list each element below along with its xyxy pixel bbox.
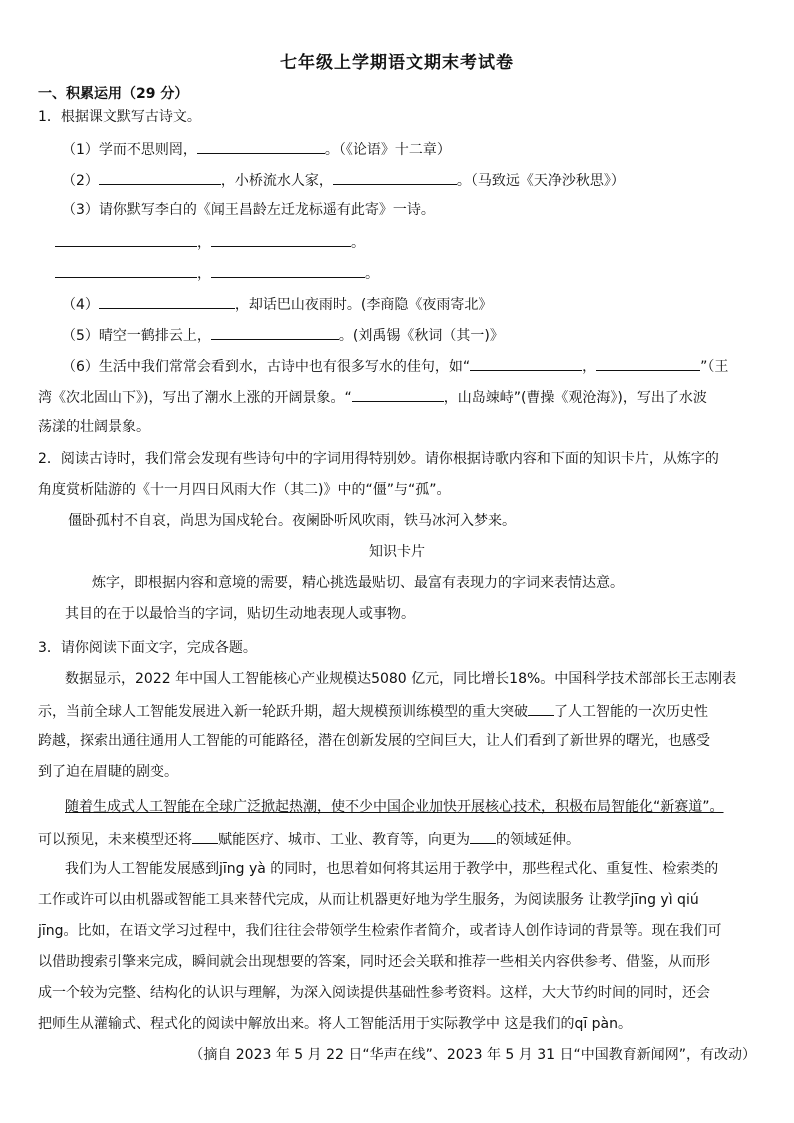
q2-poem: 僵卧孤村不自哀，尚思为国戍轮台。夜阑卧听风吹雨，铁马冰河入梦来。 <box>68 513 516 529</box>
q3-p3-line3: jīng。比如，在语文学习过程中，我们往往会带领学生检索作者简介，或者诗人创作诗词的背景等。现在我们可 <box>38 923 722 939</box>
section-heading: 一、积累运用（29 分） <box>38 86 189 102</box>
answer-blank[interactable] <box>55 231 197 247</box>
q1-item3-line1: ， 。 <box>55 231 775 253</box>
q1-item4: （4） ，却话巴山夜雨时。(李商隐《夜雨寄北》 <box>62 293 782 315</box>
q1-item3-line2: ， 。 <box>55 262 775 284</box>
q1-item6-cont: 湾《次北固山下》)，写出了潮水上涨的开阔景象。“ ，山岛竦峙”(曹操《观沧海》)，写出了水波 <box>38 386 758 408</box>
answer-blank[interactable] <box>211 231 351 247</box>
answer-blank[interactable] <box>596 355 700 371</box>
q3-p3-line5: 成一个较为完整、结构化的认识与理解，为深入阅读提供基础性参考资料。这样，大大节约时间的同时，还会 <box>38 985 710 1001</box>
answer-blank[interactable] <box>470 828 496 844</box>
q3-p3-line6: 把师生从灌输式、程式化的阅读中解放出来。将人工智能活用于实际教学中 这是我们的qī pàn。 <box>38 1016 633 1032</box>
q1-item5: （5）晴空一鹤排云上， 。(刘禹锡《秋词（其一)》 <box>62 324 782 346</box>
q3-underlined-sentence: 随着生成式人工智能在全球广泛掀起热潮，使不少中国企业加快开展核心技术，积极布局智能化“新赛道”。 <box>65 799 724 815</box>
q2-stem-line2: 角度赏析陆游的《十一月四日风雨大作（其二)》中的“僵”与“孤”。 <box>38 482 451 498</box>
knowledge-card-title: 知识卡片 <box>369 544 425 560</box>
q3-p1-line2: 示，当前全球人工智能发展进入新一轮跃升期，超大规模预训练模型的重大突破 了人工智能的一次历史性 <box>38 700 758 722</box>
answer-blank[interactable] <box>99 169 221 185</box>
q1-item1: （1）学而不思则罔， 。（《论语》十二章） <box>62 138 782 160</box>
source-citation: （摘自 2023 年 5 月 22 日“华声在线”、2023 年 5 月 31 日“中国教育新闻网”，有改动） <box>189 1047 756 1063</box>
q2-stem-line1: 2．阅读古诗时，我们常会发现有些诗句中的字词用得特别妙。请你根据诗歌内容和下面的知识卡片，从炼字的 <box>38 451 719 467</box>
answer-blank[interactable] <box>211 324 339 340</box>
knowledge-card-text1: 炼字，即根据内容和意境的需要，精心挑选最贴切、最富有表现力的字词来表情达意。 <box>92 575 624 591</box>
q3-p3-line1: 我们为人工智能发展感到jīng yà 的同时，也思着如何将其运用于教学中，那些程式化、重复性、检索类的 <box>65 861 719 877</box>
q1-item6: （6）生活中我们常常会看到水，古诗中也有很多写水的佳句，如“ ， ”（王 <box>62 355 782 377</box>
answer-blank[interactable] <box>333 169 457 185</box>
q3-p3-line4: 以借助搜索引擎来完成，瞬间就会出现想要的答案，同时还会关联和推荐一些相关内容供参考、借鉴，从而形 <box>38 954 710 970</box>
answer-blank[interactable] <box>55 262 197 278</box>
answer-blank[interactable] <box>99 293 235 309</box>
answer-blank[interactable] <box>470 355 582 371</box>
q3-p2-line2: 可以预见，未来模型还将 赋能医疗、城市、工业、教育等，向更为 的领域延伸。 <box>38 828 758 850</box>
q3-p3-line2: 工作或许可以由机器或智能工具来替代完成，从而让机器更好地为学生服务，为阅读服务 让教学jīng yì qiú <box>38 892 699 908</box>
q3-stem: 3．请你阅读下面文字，完成各题。 <box>38 640 257 656</box>
page-title: 七年级上学期语文期末考试卷 <box>280 53 514 73</box>
q1-stem: 1．根据课文默写古诗文。 <box>38 109 201 125</box>
answer-blank[interactable] <box>211 262 365 278</box>
answer-blank[interactable] <box>528 700 554 716</box>
q3-p1-line3: 跨越，探索出通往通用人工智能的可能路径，潜在创新发展的空间巨大，让人们看到了新世界的曙光，也感受 <box>38 733 710 749</box>
q3-p1-line1: 数据显示，2022 年中国人工智能核心产业规模达5080 亿元，同比增长18%。中国科学技术部部长王志刚表 <box>65 671 737 687</box>
q1-item3: （3）请你默写李白的《闻王昌龄左迁龙标遥有此寄》一诗。 <box>62 202 435 218</box>
q3-p1-line4: 到了迫在眉睫的剧变。 <box>38 764 178 780</box>
q1-item6-end: 荡漾的壮阔景象。 <box>38 419 150 435</box>
knowledge-card-text2: 其目的在于以最恰当的字词，贴切生动地表现人或事物。 <box>65 606 415 622</box>
q1-item2: （2） ，小桥流水人家， 。（马致远《天净沙秋思》） <box>62 169 782 191</box>
answer-blank[interactable] <box>352 386 444 402</box>
answer-blank[interactable] <box>197 138 325 154</box>
answer-blank[interactable] <box>192 828 218 844</box>
